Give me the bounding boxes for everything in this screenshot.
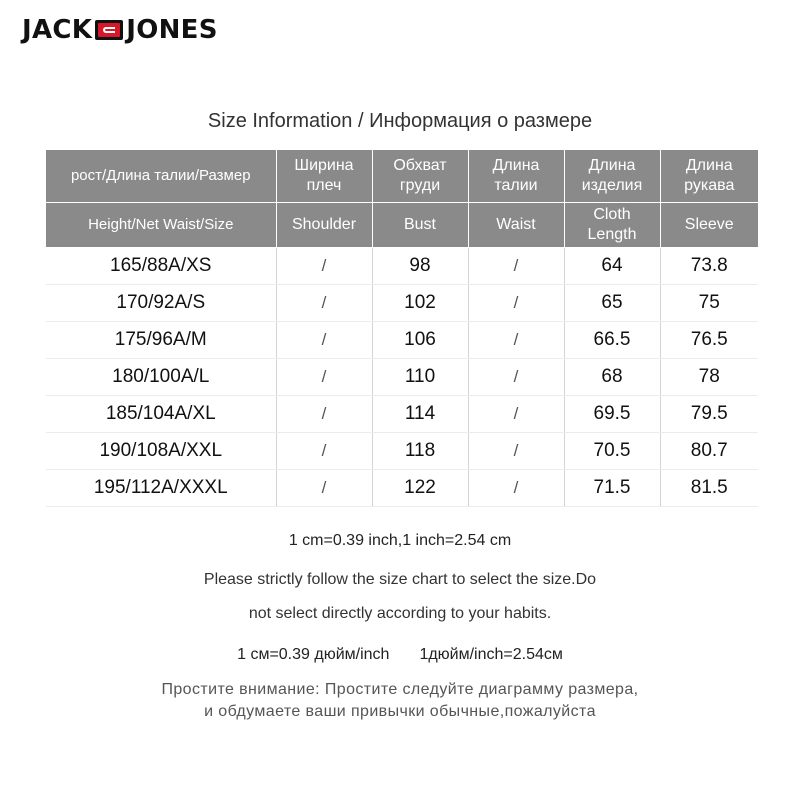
cell-waist: / (468, 248, 564, 285)
cell-bust: 106 (372, 322, 468, 359)
cell-length: 68 (564, 359, 660, 396)
page-title: Size Information / Информация о размере (207, 110, 593, 132)
cell-shoulder: / (276, 285, 372, 322)
column-header-waist: Длина талии (468, 150, 564, 203)
cell-waist: / (468, 396, 564, 433)
cell-length: 70.5 (564, 433, 660, 470)
column-header-shoulder: Shoulder (276, 203, 372, 248)
cell-bust: 114 (372, 396, 468, 433)
table-row (46, 470, 758, 507)
conversion-note-ru (0, 646, 800, 664)
table-row (46, 248, 758, 285)
cell-shoulder: / (276, 248, 372, 285)
cell-size: 165/88A/XS (46, 248, 276, 285)
cell-waist: / (468, 470, 564, 507)
cell-length: 64 (564, 248, 660, 285)
brand-logo (22, 15, 218, 45)
header-row-english (46, 203, 758, 248)
conversion-note-en: 1 cm=0.39 inch,1 inch=2.54 cm (288, 532, 512, 549)
cell-length: 65 (564, 285, 660, 322)
cell-sleeve: 73.8 (660, 248, 758, 285)
column-header-size: рост/Длина талии/Размер (46, 150, 276, 203)
cell-shoulder: / (276, 396, 372, 433)
cell-bust: 122 (372, 470, 468, 507)
cell-size: 185/104A/XL (46, 396, 276, 433)
cell-sleeve: 79.5 (660, 396, 758, 433)
cell-shoulder: / (276, 359, 372, 396)
russian-notice-line-2: и обдумаете ваши привычки обычные,пожалуйста (204, 703, 596, 720)
cell-length: 71.5 (564, 470, 660, 507)
column-header-length: Длина изделия (564, 150, 660, 203)
cell-size: 180/100A/L (46, 359, 276, 396)
conversion-ru-cm: 1 см=0.39 дюйм/inch (237, 646, 390, 663)
cell-sleeve: 80.7 (660, 433, 758, 470)
cell-size: 170/92A/S (46, 285, 276, 322)
cell-sleeve: 81.5 (660, 470, 758, 507)
size-table (46, 150, 758, 507)
cell-sleeve: 78 (660, 359, 758, 396)
conversion-ru-inch: 1дюйм/inch=2.54см (419, 646, 563, 663)
column-header-bust: Обхват груди (372, 150, 468, 203)
column-header-shoulder: Ширина плеч (276, 150, 372, 203)
table-row (46, 396, 758, 433)
table-row (46, 322, 758, 359)
column-header-bust: Bust (372, 203, 468, 248)
instruction-line-1: Please strictly follow the size chart to select the size.Do (203, 571, 597, 588)
cell-sleeve: 75 (660, 285, 758, 322)
header-row-russian (46, 150, 758, 203)
column-header-sleeve: Sleeve (660, 203, 758, 248)
cell-shoulder: / (276, 433, 372, 470)
cell-sleeve: 76.5 (660, 322, 758, 359)
russian-notice-line-1: Простите внимание: Простите следуйте диаграмму размера, (161, 681, 639, 698)
cell-shoulder: / (276, 470, 372, 507)
cell-size: 175/96A/M (46, 322, 276, 359)
cell-size: 195/112A/XXXL (46, 470, 276, 507)
brand-flag-icon (95, 20, 123, 40)
table-row (46, 359, 758, 396)
column-header-size: Height/Net Waist/Size (46, 203, 276, 248)
instruction-line-2: not select directly according to your habits. (248, 605, 552, 622)
brand-name-left: JACK (22, 15, 93, 45)
cell-waist: / (468, 433, 564, 470)
cell-length: 69.5 (564, 396, 660, 433)
cell-shoulder: / (276, 322, 372, 359)
column-header-sleeve: Длина рукава (660, 150, 758, 203)
cell-bust: 98 (372, 248, 468, 285)
cell-bust: 102 (372, 285, 468, 322)
column-header-length: Cloth Length (564, 203, 660, 248)
brand-name-right: JONES (126, 15, 218, 45)
cell-size: 190/108A/XXL (46, 433, 276, 470)
cell-waist: / (468, 359, 564, 396)
cell-waist: / (468, 322, 564, 359)
cell-bust: 118 (372, 433, 468, 470)
cell-bust: 110 (372, 359, 468, 396)
size-table-body (46, 248, 758, 507)
column-header-waist: Waist (468, 203, 564, 248)
table-row (46, 285, 758, 322)
table-row (46, 433, 758, 470)
cell-length: 66.5 (564, 322, 660, 359)
cell-waist: / (468, 285, 564, 322)
